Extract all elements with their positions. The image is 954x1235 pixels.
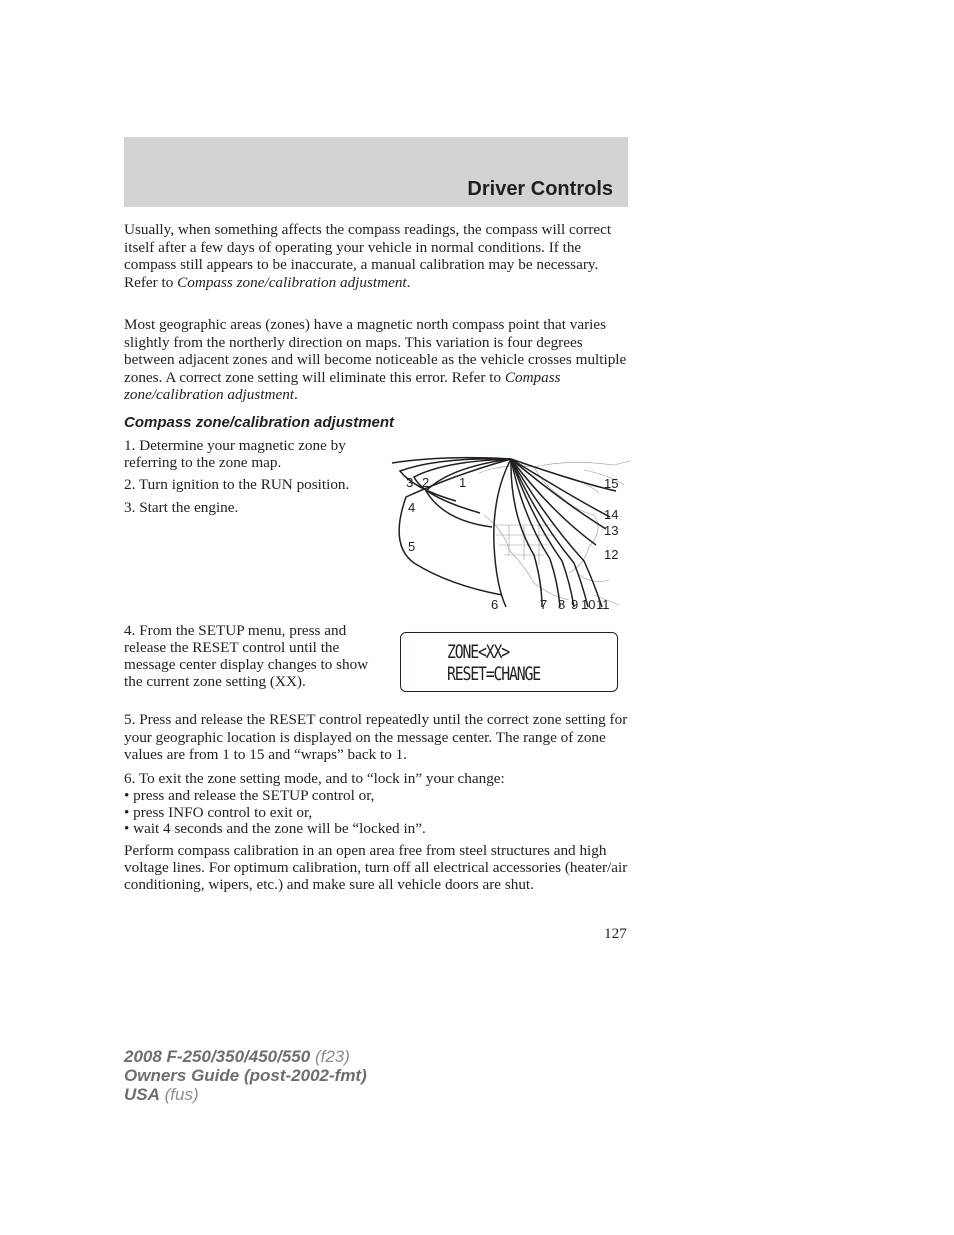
zone-label: 13: [604, 523, 619, 538]
paragraph-text: Usually, when something affects the compass readings, the compass will correct itself after a few days of operating your vehicle in normal conditions. If the compass still appears to be inaccurate, a manual calibration may be necessary. Refer to: [124, 221, 612, 291]
step-3: 3. Start the engine.: [124, 499, 239, 516]
closing-paragraph: Perform compass calibration in an open area free from steel structures and high voltage lines. For optimum calibration, turn off all electrical accessories (heater/air conditioning, wipers, etc.) and make sure all vehicle doors are shut.: [124, 842, 628, 893]
display-line-1: ZONE<XX>: [447, 641, 510, 663]
section-title: Driver Controls: [467, 178, 613, 200]
exit-options-list: [124, 788, 426, 838]
zone-label: 11: [596, 597, 610, 612]
paragraph-text: Most geographic areas (zones) have a magnetic north compass point that varies slightly from the northerly direction on maps. This variation is four degrees between adjacent zones and will become noticeable as the vehicle crosses multiple zones. A correct zone setting will eliminate this error. Refer to: [124, 316, 627, 386]
zone-label: 5: [408, 539, 416, 554]
footer-model: 2008 F-250/350/450/550: [124, 1047, 311, 1066]
section-heading: Compass zone/calibration adjustment: [124, 414, 395, 431]
period: .: [294, 386, 298, 404]
period: .: [406, 273, 411, 291]
list-item: • press and release the SETUP control or,: [124, 787, 375, 804]
zone-label: 2: [422, 475, 430, 490]
message-center-display: [400, 632, 618, 692]
zone-label: 15: [604, 476, 619, 491]
footer-model-code: (f23): [314, 1047, 350, 1066]
zone-label: 8: [558, 597, 566, 612]
display-line-2: RESET=CHANGE: [447, 663, 541, 685]
step-1: 1. Determine your magnetic zone by referring to the zone map.: [124, 437, 346, 471]
footer-guide: Owners Guide (post-2002-fmt): [124, 1066, 367, 1085]
cross-reference: Compass zone/calibration adjustment: [124, 368, 561, 404]
page-number: 127: [604, 925, 627, 942]
zone-label: 14: [604, 507, 619, 522]
zone-label: 9: [571, 597, 579, 612]
zone-label: 4: [408, 500, 416, 515]
step-6: 6. To exit the zone setting mode, and to “lock in” your change:: [124, 770, 505, 787]
header-band: [124, 137, 628, 207]
footer-market-code: (fus): [164, 1085, 199, 1104]
list-item: • wait 4 seconds and the zone will be “locked in”.: [124, 820, 426, 837]
zone-label: 3: [406, 475, 414, 490]
cross-reference: Compass zone/calibration adjustment: [177, 273, 407, 291]
list-item: • press INFO control to exit or,: [124, 803, 313, 821]
footer-market: USA: [124, 1085, 160, 1104]
document-footer: [124, 1047, 367, 1104]
step-2: 2. Turn ignition to the RUN position.: [124, 476, 350, 493]
intro-paragraph-2: [124, 316, 630, 404]
zone-map: [384, 455, 630, 615]
zone-label: 12: [604, 547, 619, 562]
zone-label: 6: [491, 597, 499, 612]
zone-label: 7: [540, 597, 548, 612]
step-4: 4. From the SETUP menu, press and release the RESET control until the message center display changes to show the current zone setting (XX).: [124, 622, 369, 690]
zone-label: 10: [581, 597, 596, 612]
step-5: 5. Press and release the RESET control repeatedly until the correct zone setting for your geographic location is displayed on the message center. The range of zone values are from 1 to 15 and “wraps” back to 1.: [124, 711, 628, 764]
zone-label: 1: [459, 475, 467, 490]
intro-paragraph-1: [124, 221, 630, 291]
